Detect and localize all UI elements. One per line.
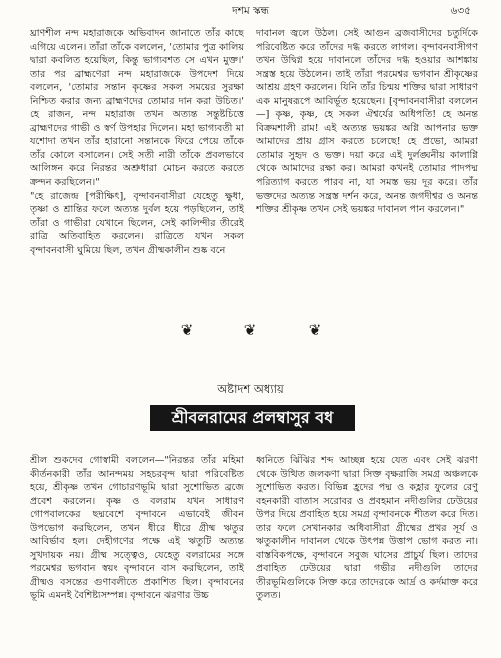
chapter-label: অষ্টাদশ অধ্যায় bbox=[217, 382, 284, 396]
floral-ornament-icon: ❦ bbox=[180, 321, 194, 339]
chapter-title-banner bbox=[150, 405, 355, 431]
running-title: দশম স্কন্ধ bbox=[232, 5, 269, 17]
bottom-left-column: শ্রীল শুকদেব গোস্বামী বললেন—"নিরন্তর তাঁর মহিমা কীর্তনকারী তাঁর আনন্দময় সহচরবৃন্দ দ্বারা পরিবেষ্টিত হয়ে, শ্রীকৃষ্ণ তখন গোচারণভূমি দ্বারা সুশোভিত ব্রজে প্রবেশ করলেন। কৃষ্ণ ও বলরাম যখন সাধারণ গোপবালকের ছদ্মবেশে বৃন্দাবনে এভাবেই জীবন উপভোগ করছিলেন, তখন ধীরে ধীরে গ্রীষ্ম ঋতুর আবির্ভাব হল। দেহীগণের পক্ষে এই ঋতুটি অত্যন্ত সুখদায়ক নয়। গ্রীষ্ম সত্ত্বেও, যেহেতু বলরামের সঙ্গে পরমেশ্বর ভগবান স্বয়ং বৃন্দাবনে বাস করছিলেন, তাই গ্রীষ্মও বসন্তের গুণাবলীতে প্রকাশিত ছিল। বৃন্দাবনের ভূমি এমনই বৈশিষ্ট্যসম্পন্ন। বৃন্দাবনে ঝরণার উচ্চ bbox=[30, 455, 244, 602]
bottom-right-column: ধ্বনিতে ঝিঁঝির শব্দ আচ্ছন্ন হয়ে যেত এবং সেই ঝরণা থেকে উত্থিত জলকণা দ্বারা সিক্ত বৃক্ষরাজি সমগ্র অঞ্চলকে সুশোভিত করত। বিভিন্ন হ্রদের পদ্ম ও কহ্লার ফুলের রেণু বহনকারী বাতাস সরোবর ও প্রবহমান নদীগুলির ঢেউয়ের উপর দিয়ে প্রবাহিত হয়ে সমগ্র বৃন্দাবনকে শীতল করে দিত। তার ফলে সেখানকার অধিবাসীরা গ্রীষ্মের প্রখর সূর্য ও ঋতুকালীন দাবানল থেকে উৎপন্ন উত্তাপ ভোগ করত না। বাস্তবিকপক্ষে, বৃন্দাবনে সবুজ ঘাসের প্রাচুর্য ছিল। তাদের প্রবাহিত ঢেউয়ের দ্বারা গভীর নদীগুলি তাদের তীরভূমিগুলিকে সিক্ত করে তাদেরকে আর্দ্র ও কর্দমাক্ত করে তুলত। bbox=[256, 455, 478, 602]
ornament-divider bbox=[0, 321, 501, 341]
top-right-column: দাবানল জ্বলে উঠল। সেই আগুন ব্রজবাসীদের চতুর্দিকে পরিবেষ্টিত করে তাঁদের দগ্ধ করতে লাগল। বৃন্দাবনবাসীগণ তখন উদ্বিগ্ন হয়ে দাবানলে তাঁদের দগ্ধ হওয়ার আশঙ্কায় সন্ত্রস্ত হয়ে উঠলেন। তাই তাঁরা পরমেশ্বর ভগবান শ্রীকৃষ্ণের আশ্রয় গ্রহণ করলেন। যিনি তাঁর চিন্ময় শক্তির দ্বারা সাধারণ এক মানুষরূপে আবির্ভূত হয়েছেন। [বৃন্দাবনবাসীরা বললেন—] কৃষ্ণ, কৃষ্ণ, হে সকল ঐশ্বর্যের অধিপতি! হে অনন্ত বিক্রমশালী রাম! এই অত্যন্ত ভয়ঙ্কর অগ্নি আপনার ভক্ত আমাদের প্রায় গ্রাস করতে চলেছে! হে প্রভো, আমরা তোমার সুহৃদ ও ভক্ত। দয়া করে এই দুর্লঙ্ঘনীয় কালাগ্নি থেকে আমাদের রক্ষা কর। আমরা কখনই তোমার পাদপদ্ম পরিত্যাগ করতে পারব না, যা সমস্ত ভয় দূর করে। তাঁর ভক্তদের অত্যন্ত সন্ত্রস্ত দর্শন করে, অনন্ত জগদীশ্বর ও অনন্ত শক্তির শ্রীকৃষ্ণ তখন সেই ভয়ঙ্কর দাবানল পান করলেন।" bbox=[256, 28, 478, 216]
page-number: ৬৩৫ bbox=[450, 5, 471, 17]
floral-ornament-icon: ❦ bbox=[308, 321, 322, 339]
floral-ornament-icon: ❦ bbox=[243, 321, 257, 339]
chapter-title: শ্রীবলরামের প্রলম্বাসুর বধ bbox=[171, 408, 334, 427]
top-left-column: ঘ্রাণশীল নন্দ মহারাজকে অভিবাদন জানাতে তাঁর কাছে এগিয়ে এলেন। তাঁরা তাঁকে বললেন, 'তোমার পুত্র কালিয় দ্বারা কবলিত হয়েছিল, কিন্তু ভাগ্যবশত সে এখন মুক্ত।' তার পর ব্রাহ্মণেরা নন্দ মহারাজকে উপদেশ দিয়ে বললেন, 'তোমার সন্তান কৃষ্ণের সকল সময়ের সুরক্ষা নিশ্চিত করার জন্য ব্রাহ্মণদের তোমার দান করা উচিত।' হে রাজন, নন্দ মহারাজ তখন অত্যন্ত সন্তুষ্টচিত্তে ব্রাহ্মণদের গাভী ও স্বর্ণ উপহার দিলেন। মহা ভাগ্যবতী মা যশোদা তখন তাঁর হারানো সন্তানকে ফিরে পেয়ে তাঁকে তাঁর কোলে বসালেন। সেই সতী নারী তাঁকে প্রবলভাবে আলিঙ্গন করে নিরন্তর অশ্রুধারা মোচন করতে করতে ক্রন্দন করছিলেন।" "হে রাজেন্দ্র [পরীক্ষিৎ], বৃন্দাবনবাসীরা যেহেতু ক্ষুধা, তৃষ্ণা ও শ্রান্তির ফলে অত্যন্ত দুর্বল হয়ে পড়ছিলেন, তাই তাঁরা ও গাভীরা যেখানে ছিলেন, সেই কালিন্দীর তীরেই রাত্রি অতিবাহিত করলেন। রাত্রিতে যখন সকল বৃন্দাবনবাসী ঘুমিয়ে ছিল, তখন গ্রীষ্মকালীন শুষ্ক বনে bbox=[30, 28, 244, 256]
page-header bbox=[0, 4, 501, 20]
